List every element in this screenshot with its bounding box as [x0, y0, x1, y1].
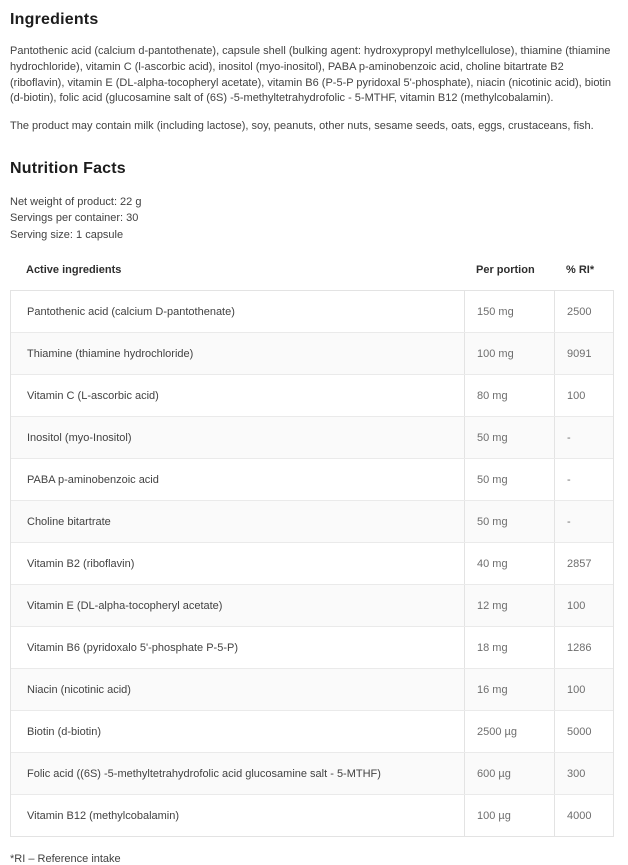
ri-value-cell: 9091: [554, 333, 613, 374]
allergen-notice-text: The product may contain milk (including lactose), soy, peanuts, other nuts, sesame seeds, oats, eggs, crustaceans, fish.: [10, 120, 594, 133]
per-portion-value-cell: 50 mg: [464, 417, 554, 458]
nutrition-table-header: [10, 264, 617, 290]
ri-value-cell: -: [554, 501, 613, 542]
nutrition-table-body: [11, 291, 613, 836]
ri-value-cell: 100: [554, 585, 613, 626]
ri-value-cell: 1286: [554, 627, 613, 668]
ingredient-name-cell: Niacin (nicotinic acid): [27, 683, 131, 696]
ingredient-name-cell: Vitamin E (DL-alpha-tocopheryl acetate): [27, 599, 223, 612]
per-portion-value-cell: 16 mg: [464, 669, 554, 710]
nutrition-table: [10, 290, 614, 837]
per-portion-value-cell: 100 µg: [464, 795, 554, 836]
ingredients-composition-text: Pantothenic acid (calcium d-pantothenate), capsule shell (bulking agent: hydroxypropyl methylcellulose), thiamine (thiamine hydrochloride), vitamin C (l-ascorbic acid), inositol (myo-inositol), PABA p-aminobenzoic acid, choline bitartrate B2 (riboflavin), vitamin E (DL-alpha-tocopheryl acetate), vitamin B6 (P-5-P pyridoxal 5'-phosphate), niacin (nicotinic acid), biotin (d-biotin), folic acid (glucosamine salt of (6S) -5-methyltetrahydrofolic - 5-MTHF, vitamin B12 (methylcobalamin).: [10, 45, 612, 105]
per-portion-value-cell: 600 µg: [464, 753, 554, 794]
ingredient-name-cell: Folic acid ((6S) -5-methyltetrahydrofolic acid glucosamine salt - 5-MTHF): [27, 767, 381, 780]
column-header-per-portion: Per portion: [476, 264, 535, 277]
per-portion-value-cell: 50 mg: [464, 501, 554, 542]
reference-intake-footnote: *RI – Reference intake: [10, 853, 121, 865]
table-row: [11, 711, 613, 753]
per-portion-value-cell: 12 mg: [464, 585, 554, 626]
ingredient-name-cell: Vitamin B12 (methylcobalamin): [27, 809, 180, 822]
ingredient-name-cell: Vitamin B2 (riboflavin): [27, 557, 135, 570]
table-row: [11, 543, 613, 585]
ingredient-name-cell: Inositol (myo-Inositol): [27, 431, 132, 444]
ingredient-name-cell: Vitamin B6 (pyridoxalo 5'-phosphate P-5-P): [27, 641, 239, 654]
ri-value-cell: 4000: [554, 795, 613, 836]
ingredient-name-cell: Pantothenic acid (calcium D-pantothenate): [27, 305, 235, 318]
ingredient-name-cell: Choline bitartrate: [27, 515, 111, 528]
ri-value-cell: 100: [554, 375, 613, 416]
table-row: [11, 501, 613, 543]
per-portion-value-cell: 2500 µg: [464, 711, 554, 752]
ri-value-cell: -: [554, 417, 613, 458]
ingredient-name-cell: PABA p-aminobenzoic acid: [27, 473, 159, 486]
table-row: [11, 627, 613, 669]
per-portion-value-cell: 50 mg: [464, 459, 554, 500]
servings-per-container-line: Servings per container: 30: [10, 212, 139, 225]
ri-value-cell: 100: [554, 669, 613, 710]
ri-value-cell: 5000: [554, 711, 613, 752]
ingredient-name-cell: Vitamin C (L-ascorbic acid): [27, 389, 159, 402]
table-row: [11, 585, 613, 627]
ingredient-name-cell: Thiamine (thiamine hydrochloride): [27, 347, 194, 360]
per-portion-value-cell: 40 mg: [464, 543, 554, 584]
column-header-active-ingredients: Active ingredients: [26, 264, 122, 277]
table-row: [11, 291, 613, 333]
column-header-ri: % RI*: [566, 264, 595, 277]
table-row: [11, 459, 613, 501]
table-row: [11, 795, 613, 836]
table-row: [11, 375, 613, 417]
ri-value-cell: -: [554, 459, 613, 500]
ri-value-cell: 2857: [554, 543, 613, 584]
table-row: [11, 333, 613, 375]
ri-value-cell: 300: [554, 753, 613, 794]
ingredients-heading: Ingredients: [10, 11, 99, 28]
per-portion-value-cell: 100 mg: [464, 333, 554, 374]
ingredient-name-cell: Biotin (d-biotin): [27, 725, 101, 738]
nutrition-facts-heading: Nutrition Facts: [10, 159, 126, 177]
table-row: [11, 753, 613, 795]
ri-value-cell: 2500: [554, 291, 613, 332]
per-portion-value-cell: 80 mg: [464, 375, 554, 416]
per-portion-value-cell: 18 mg: [464, 627, 554, 668]
serving-size-line: Serving size: 1 capsule: [10, 228, 124, 241]
table-row: [11, 669, 613, 711]
per-portion-value-cell: 150 mg: [464, 291, 554, 332]
net-weight-line: Net weight of product: 22 g: [10, 195, 142, 208]
table-row: [11, 417, 613, 459]
